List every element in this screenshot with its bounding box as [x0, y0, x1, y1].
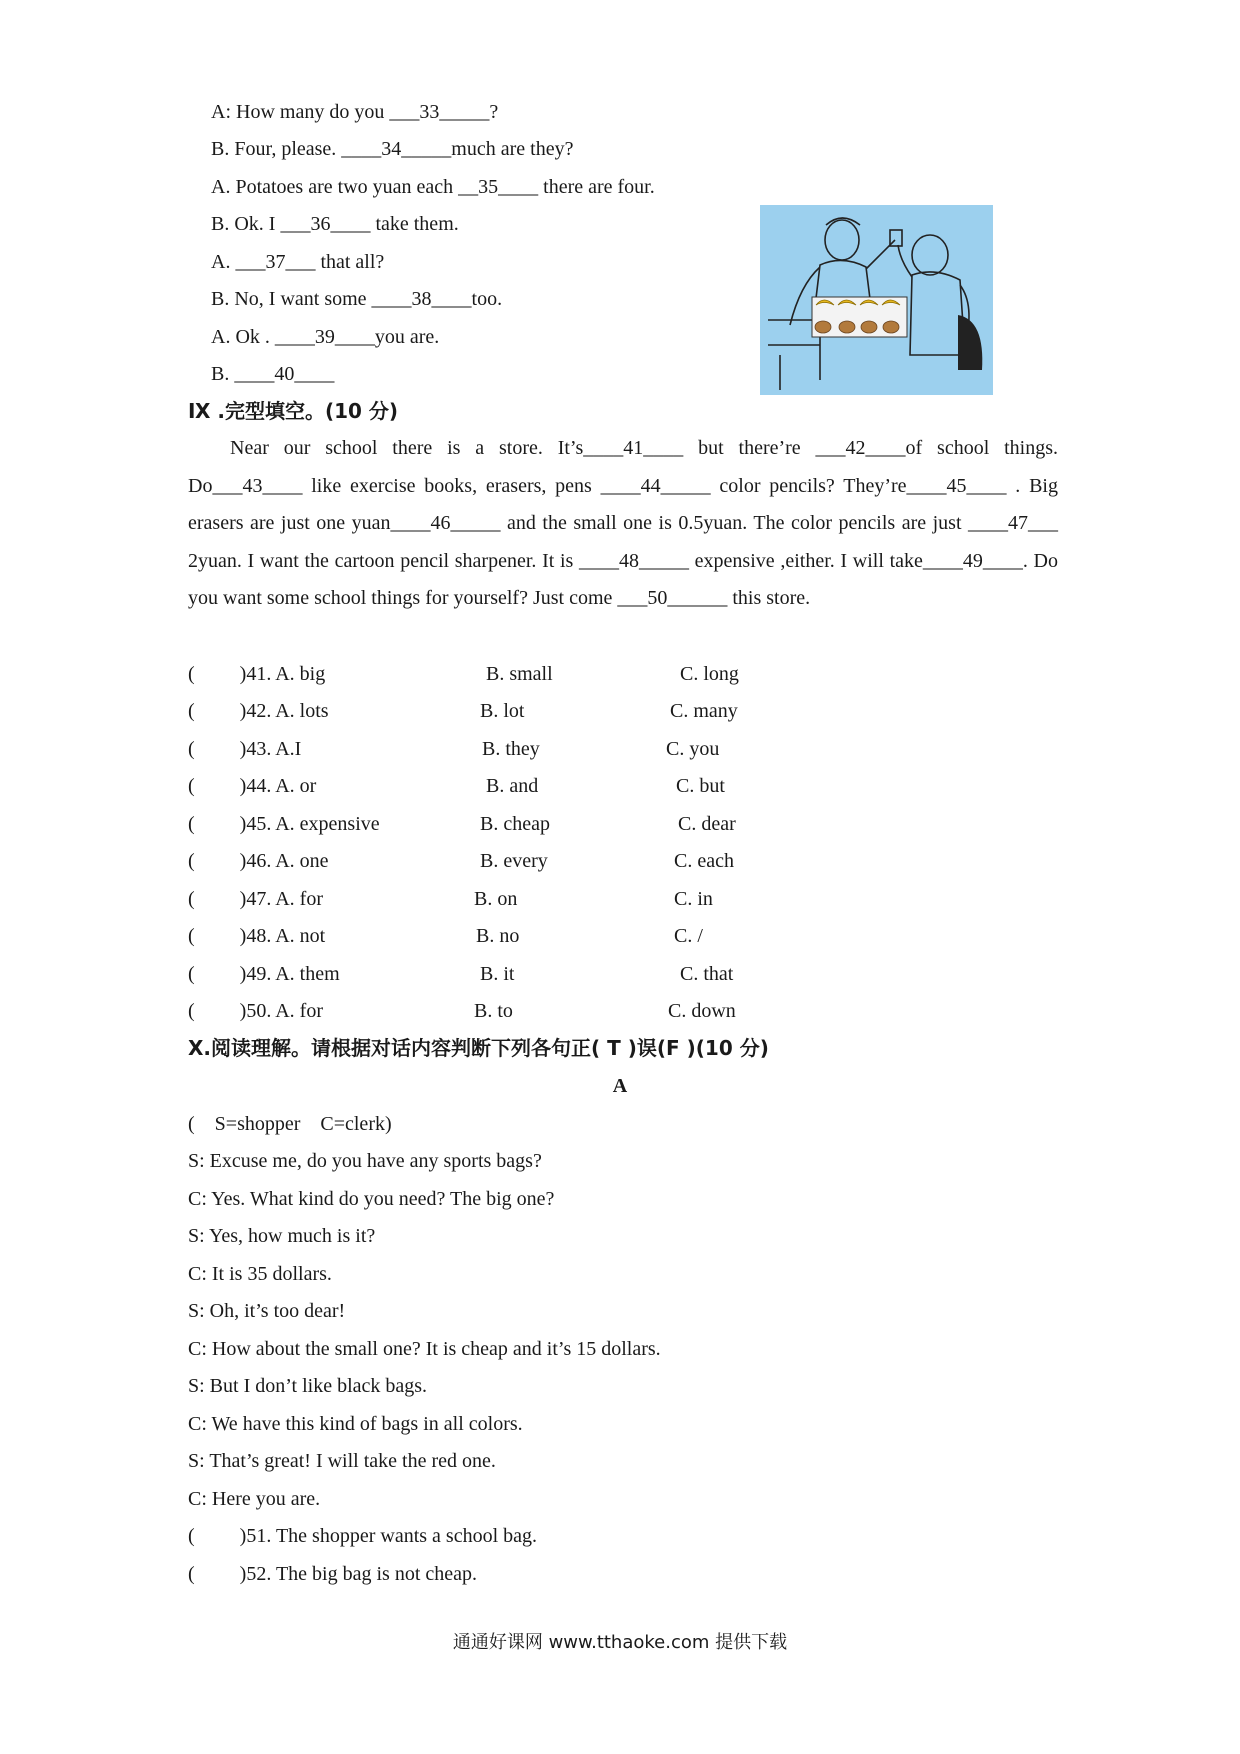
question-47-option-c: C. in: [674, 888, 713, 910]
dialog-line-34: B. Four, please. ____34_____much are they?: [211, 138, 574, 160]
role-legend: ( S=shopper C=clerk): [188, 1113, 392, 1135]
question-45-option-c: C. dear: [678, 813, 736, 835]
section-10-subtitle: A: [612, 1075, 628, 1097]
section-10-title: X.阅读理解。请根据对话内容判断下列各句正( T )误(F )(10 分): [188, 1036, 769, 1060]
dialogue-line: C: We have this kind of bags in all colors.: [188, 1413, 523, 1435]
question-48: ( )48. A. not: [188, 925, 326, 947]
question-42: ( )42. A. lots: [188, 700, 329, 722]
question-42-option-b: B. lot: [480, 700, 525, 722]
dialogue-line: S: But I don’t like black bags.: [188, 1375, 428, 1397]
bag-shape: [958, 315, 982, 370]
dialogue-line: S: Yes, how much is it?: [188, 1225, 376, 1247]
question-47-option-b: B. on: [474, 888, 518, 910]
dialogue-line: S: That’s great! I will take the red one.: [188, 1450, 496, 1472]
dialog-line-40: B. ____40____: [211, 363, 335, 385]
dialogue-line: C: Here you are.: [188, 1488, 321, 1510]
dialogue-line: C: It is 35 dollars.: [188, 1263, 332, 1285]
question-52: ( )52. The big bag is not cheap.: [188, 1563, 478, 1585]
question-50-option-b: B. to: [474, 1000, 513, 1022]
dialogue-line: C: How about the small one? It is cheap and it’s 15 dollars.: [188, 1338, 661, 1360]
question-42-option-c: C. many: [670, 700, 738, 722]
question-48-option-c: C. /: [674, 925, 703, 947]
question-44-option-c: C. but: [676, 775, 725, 797]
question-45: ( )45. A. expensive: [188, 813, 380, 835]
question-50: ( )50. A. for: [188, 1000, 323, 1022]
question-49-option-b: B. it: [480, 963, 515, 985]
dialog-line-37: A. ___37___ that all?: [211, 251, 385, 273]
question-46: ( )46. A. one: [188, 850, 329, 872]
question-41-option-c: C. long: [680, 663, 739, 685]
question-50-option-c: C. down: [668, 1000, 736, 1022]
question-43-option-c: C. you: [666, 738, 720, 760]
question-41: ( )41. A. big: [188, 663, 326, 685]
shop-illustration: [760, 205, 993, 395]
question-41-option-b: B. small: [486, 663, 553, 685]
question-49-option-c: C. that: [680, 963, 734, 985]
question-46-option-b: B. every: [480, 850, 548, 872]
dialogue-line: S: Excuse me, do you have any sports bags?: [188, 1150, 542, 1172]
cloze-passage-text: Near our school there is a store. It’s____41____ but there’re ___42____of school things. Do___43____ like exercise books, erasers, pens ____44_____ color pencils? They’re____45____ . Big erasers are just one yuan____46_____ and the small one is 0.5yuan. The color pencils are just ____47___ 2yuan. I want the cartoon pencil sharpener. It is ____48_____ expensive ,either. I will take____49____. Do you want some school things for yourself? Just come ___50______ this store.: [188, 437, 1058, 610]
cloze-passage: [188, 430, 1058, 618]
question-43: ( )43. A.I: [188, 738, 302, 760]
dialog-line-35: A. Potatoes are two yuan each __35____ there are four.: [211, 176, 655, 198]
question-44: ( )44. A. or: [188, 775, 317, 797]
question-48-option-b: B. no: [476, 925, 520, 947]
question-49: ( )49. A. them: [188, 963, 340, 985]
dialog-line-36: B. Ok. I ___36____ take them.: [211, 213, 459, 235]
page-footer: 通通好课网 www.tthaoke.com 提供下载: [452, 1632, 788, 1653]
dialog-line-39: A. Ok . ____39____you are.: [211, 326, 440, 348]
question-45-option-b: B. cheap: [480, 813, 550, 835]
question-51: ( )51. The shopper wants a school bag.: [188, 1525, 538, 1547]
question-44-option-b: B. and: [486, 775, 539, 797]
shop-scene-drawing: [760, 205, 993, 395]
section-9-title: Ⅸ .完型填空。(10 分): [188, 399, 399, 423]
question-43-option-b: B. they: [482, 738, 540, 760]
dialogue-line: S: Oh, it’s too dear!: [188, 1300, 346, 1322]
dialog-line-38: B. No, I want some ____38____too.: [211, 288, 503, 310]
question-47: ( )47. A. for: [188, 888, 323, 910]
dialog-line-33: A: How many do you ___33_____?: [211, 101, 499, 123]
question-46-option-c: C. each: [674, 850, 734, 872]
dialogue-line: C: Yes. What kind do you need? The big one?: [188, 1188, 555, 1210]
